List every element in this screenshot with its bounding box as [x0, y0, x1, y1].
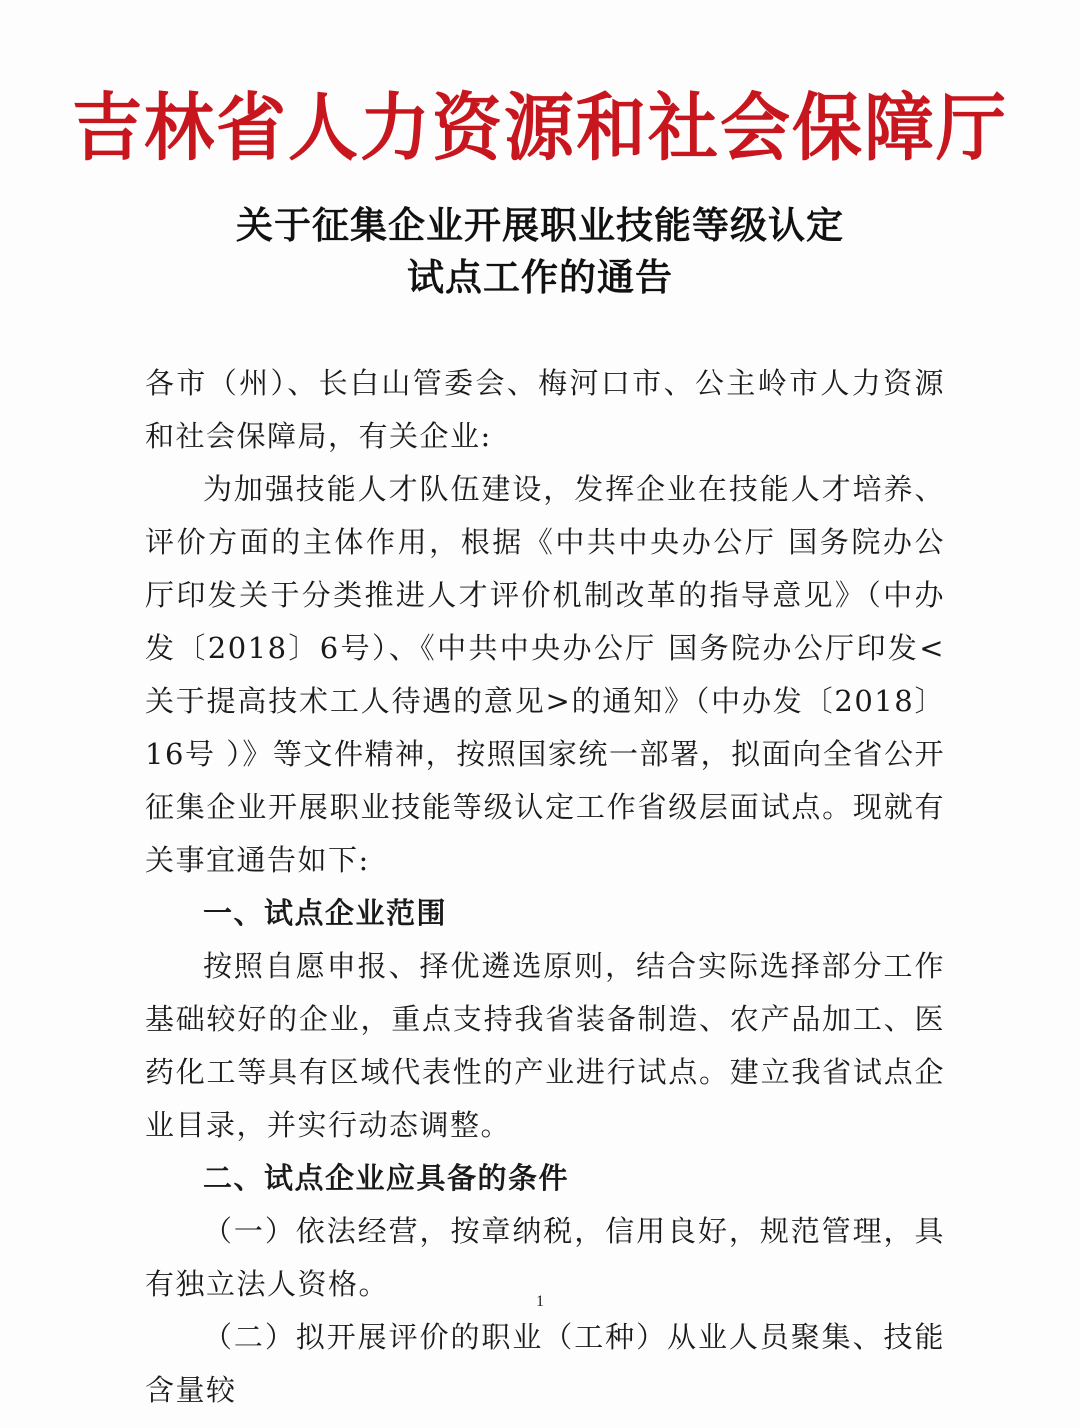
page-number: 1: [536, 1293, 544, 1310]
issuer-masthead: 吉林省人力资源和社会保障厅: [72, 83, 1008, 172]
condition-item-1: （一）依法经营，按章纳税，信用良好，规范管理，具有独立法人资格。: [145, 1214, 945, 1301]
document-title-line-2: 试点工作的通告: [407, 255, 673, 299]
document-title-line-1: 关于征集企业开展职业技能等级认定: [236, 203, 844, 247]
condition-item-2: （二）拟开展评价的职业（工种）从业人员聚集、技能含量较: [145, 1320, 945, 1407]
section-1-paragraph: 按照自愿申报、择优遴选原则，结合实际选择部分工作基础较好的企业，重点支持我省装备制造、农产品加工、医药化工等具有区域代表性的产业进行试点。建立我省试点企业目录，并实行动态调整。: [145, 949, 945, 1142]
document-body: [145, 357, 945, 1417]
section-1-heading: 一、试点企业范围: [203, 896, 448, 930]
intro-paragraph: 为加强技能人才队伍建设，发挥企业在技能人才培养、评价方面的主体作用，根据《中共中央办公厅 国务院办公厅印发关于分类推进人才评价机制改革的指导意见》（中办发〔2018〕6号）、《中共中央办公厅 国务院办公厅印发<关于提高技术工人待遇的意见>的通知》（中办发〔2018〕16号 ）》等文件精神，按照国家统一部署，拟面向全省公开征集企业开展职业技能等级认定工作省级层面试点。现就有关事宜通告如下:: [145, 472, 945, 877]
salutation: 各市（州）、长白山管委会、梅河口市、公主岭市人力资源和社会保障局，有关企业:: [145, 366, 945, 453]
section-2-heading: 二、试点企业应具备的条件: [203, 1161, 570, 1195]
